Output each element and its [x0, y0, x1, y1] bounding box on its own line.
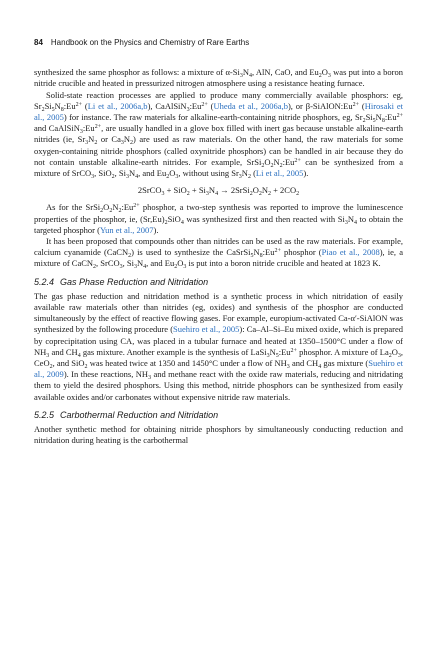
paragraph-5: The gas phase reduction and nitridation method is a synthetic process in which nitridation of easily available raw materials other than nitrides (eg, oxides) and synthesis of the phosphor are conducted simultaneously by the effect of reactive flowing gases. For example, europium-activated Ca-α′-SiAlON was synthesized by the following procedure (Suehiro et al., 2005): Ca–Al–Si–Eu mixed oxide, which is prepared by coprecipitation using CA, was placed in a tubular furnace and heated at 1350–1500°C under a flow of $NH_3$ and $CH_4$ gas mixture. Another example is the synthesis of $LaSi_3N_5:Eu^{2+}$ phosphor. A mixture of $La_2O_3$, CeO$_2$, and SiO$_2$ was heated twice at 1350 and 1450°C under a flow of $NH_3$ and $CH_4$ gas mixture (Suehiro et al., 2009). In these reactions, $NH_3$ and methane react with the oxide raw materials, reducing and nitridating them to yield the desired phosphors. Using this method, nitride phosphors can be synthesized from easily available oxides and/or carbonates without expensive nitride raw materials.: [34, 290, 404, 402]
section-heading-gas-phase: 5.2.4 Gas Phase Reduction and Nitridation: [34, 276, 209, 287]
section-heading-carbothermal: 5.2.5 Carbothermal Reduction and Nitridation: [34, 409, 219, 420]
citation-link[interactable]: Li et al., 2006a,b: [87, 100, 148, 111]
running-head: [34, 37, 403, 48]
citation-link[interactable]: Suehiro et al., 2005: [173, 324, 240, 335]
paragraph-4: It has been proposed that compounds other than nitrides can be used as the raw materials. For example, calcium cyanamide (CaCN$_2$) is used to synthesize the $CaSrSi_5N_8:Eu^{2+}$ phosphor (Piao et al., 2008), ie, a mixture of CaCN$_2$, SrCO$_3$, $Si_3N_4$, and $Eu_2O_3$ is put into a boron nitride crucible and heated at 1823 K.: [34, 236, 403, 271]
citation-link[interactable]: Uheda et al., 2006a,b: [213, 100, 288, 111]
citation-link[interactable]: Suehiro et al., 2009: [34, 358, 403, 380]
paragraph-1: synthesized the same phosphor as follows: a mixture of $\alpha-Si_3N_4$, AlN, CaO, and $Eu_2O_3$ was put into a boron nitride crucible and heated in pressurized nitrogen atmosphere using a resistance heating furnace.: [34, 67, 403, 89]
page: [34, 37, 403, 447]
paragraph-3: As for the $SrSi_2O_2N_2:Eu^{2+}$ phosphor, a two-step synthesis was reported to improve the luminescence properties of the phosphor, ie, $(Sr,Eu)_2SiO_4$ was synthesized first and then reacted with $Si_3N_4$ to obtain the targeted phosphor (Yun et al., 2007).: [34, 202, 403, 235]
paragraph-2: Solid-state reaction processes are applied to produce many commercially available phosphors: eg, $Sr_2Si_5N_8:Eu^{2+}$ (Li et al., 2006a,b), $CaAlSiN_3:Eu^{2+}$ (Uheda et al., 2006a,b), or $\beta-SiAlON:Eu^{2+}$ (Hirosaki et al., 2005) for instance. The raw materials for alkaline-earth-containing nitride phosphors, eg, $Sr_2Si_5N_8:Eu^{2+}$ and $CaAlSiN_3:Eu^{2+}$, are usually handled in a glove box filled with inert gas because unstable alkaline-earth nitrides (ie, $Sr_3N_2$ or $Ca_3N_2$) are used as raw materials. On the other hand, the raw materials for some oxygen-containing nitride phosphors (called oxynitride phosphors) can be handled in air because they do not contain unstable alkaline-earth nitrides. For example, $SrSi_2O_2N_2:Eu^{2+}$ can be synthesized from a mixture of SrCO$_3$, SiO$_2$, $Si_3N_4$, and $Eu_2O_3$, without using $Sr_3N_2$ (Li et al., 2005).: [34, 89, 404, 181]
page-number: 84: [34, 38, 43, 47]
book-title: Handbook on the Physics and Chemistry of Rare Earths: [50, 38, 250, 47]
citation-link[interactable]: Li et al., 2005: [255, 168, 304, 179]
citation-link[interactable]: Yun et al., 2007: [99, 224, 154, 235]
paragraph-6: Another synthetic method for obtaining nitride phosphors by simultaneously conducting reduction and nitridation during heating is the carbothermal: [34, 424, 403, 446]
citation-link[interactable]: Hirosaki et al., 2005: [34, 100, 403, 123]
chemical-equation: 2SrCO$_3$ + $SiO_2 + Si_3N_4$ → $2SrSi_2O_2N_2 + 2CO_2$: [137, 185, 300, 198]
citation-link[interactable]: Piao et al., 2008: [321, 247, 380, 258]
